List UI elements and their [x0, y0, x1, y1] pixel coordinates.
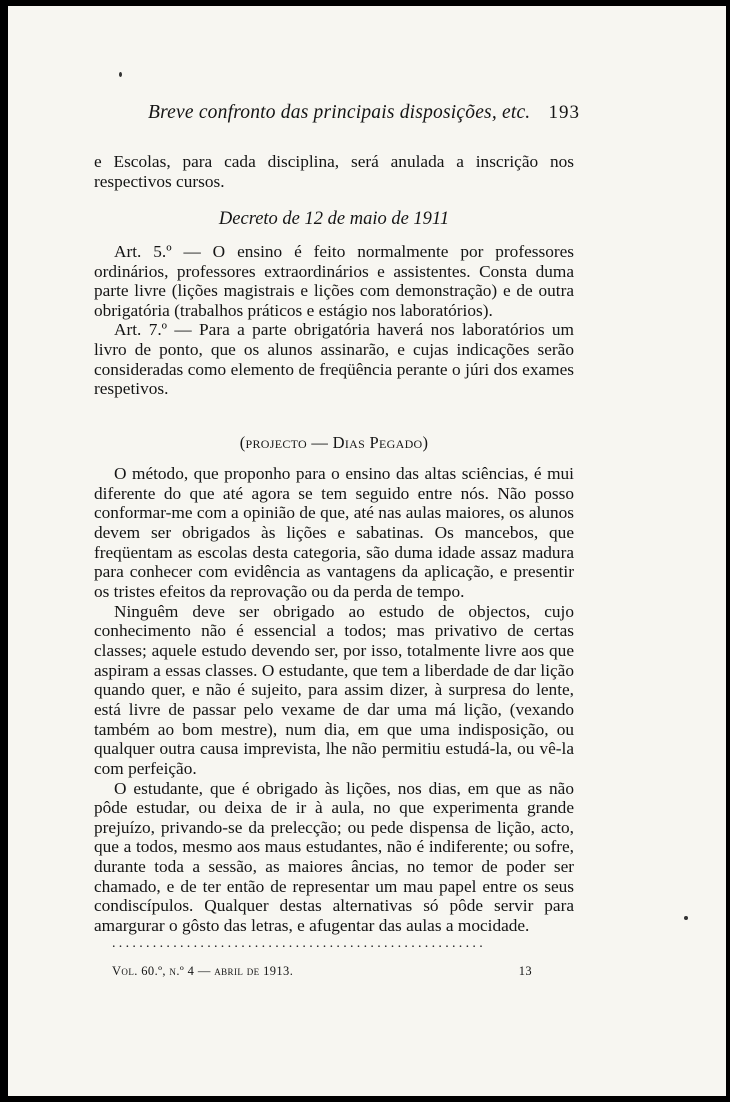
sheet-number: 13 — [518, 964, 532, 978]
article-5-paragraph: Art. 5.º — O ensino é feito normalmente por professores ordinários, professores extraordinários e assistentes. Consta duma parte livre (lições magistrais e lições com demonstração) e de outra obrigatória (trabalhos práticos e estágio nos laboratórios). — [94, 242, 574, 320]
project-paragraph-2: Ninguêm deve ser obrigado ao estudo de objectos, cujo conhecimento não é essencial a todos; mas privativo de certas classes; aquele estudo devendo ser, por isso, totalmente livre aos que aspiram a essas classes. O estudante, que tem a liberdade de dar lição quando quer, e não é sujeito, para assim dizer, à surpresa do lente, está livre de passar pelo vexame de dar uma má lição, (vexando também ao bom mestre), num dia, em que uma indisposição, ou qualquer outra causa imprevista, lhe não permitiu estudá-la, ou vê-la com perfeição. — [94, 601, 574, 778]
document-page — [8, 6, 726, 1096]
intro-paragraph: e Escolas, para cada disciplina, será anulada a inscrição nos respectivos cursos. — [94, 152, 574, 191]
decree-articles — [94, 242, 574, 399]
project-text — [94, 464, 574, 936]
decree-heading: Decreto de 12 de maio de 1911 — [218, 209, 450, 229]
running-head — [148, 102, 580, 124]
paper-speck — [119, 72, 122, 77]
project-heading: (projecto — Dias Pegado) — [239, 433, 429, 452]
paper-speck — [684, 916, 688, 920]
project-paragraph-3: O estudante, que é obrigado às lições, nos dias, em que as não pôde estudar, ou deixa de ir à aula, no que experimenta grande prejuízo, privando-se da prelecção; ou pede dispensa de lição, acto, que a todos, mesmo aos maus estudantes, não é indiferente; ou sofre, durante toda a sessão, as maiores âncias, no temor de poder ser chamado, e de ter então de representar um mau papel entre os seus condiscípulos. Qualquer destas alternativas só pôde servir para amargurar o gôsto das letras, e afugentar das aulas a mocidade. — [94, 778, 574, 936]
intro-text — [94, 152, 574, 191]
article-7-paragraph: Art. 7.º — Para a parte obrigatória haverá nos laboratórios um livro de ponto, que os alunos assinarão, e cujas indicações serão consideradas como elemento de freqüência perante o júri dos exames respetivos. — [94, 320, 574, 399]
omission-dots: ....................................................... — [112, 936, 486, 951]
running-head-title: Breve confronto das principais disposições, etc. — [148, 102, 531, 123]
project-paragraph-1: O método, que proponho para o ensino das altas sciências, é mui diferente do que até agora se tem seguido entre nós. Não posso conformar-me com a opinião de que, até nas aulas maiores, os alunos devem ser obrigados às lições e sabatinas. Os mancebos, que freqüentam as escolas desta categoria, são duma idade assaz madura para conhecer com evidência as vantagens da aplicação, e presentir os tristes efeitos da reprovação ou da perda de tempo. — [94, 464, 574, 601]
page-number: 193 — [548, 102, 580, 123]
volume-signature: Vol. 60.º, n.º 4 — abril de 1913. — [112, 964, 294, 978]
page-footer — [112, 964, 532, 979]
